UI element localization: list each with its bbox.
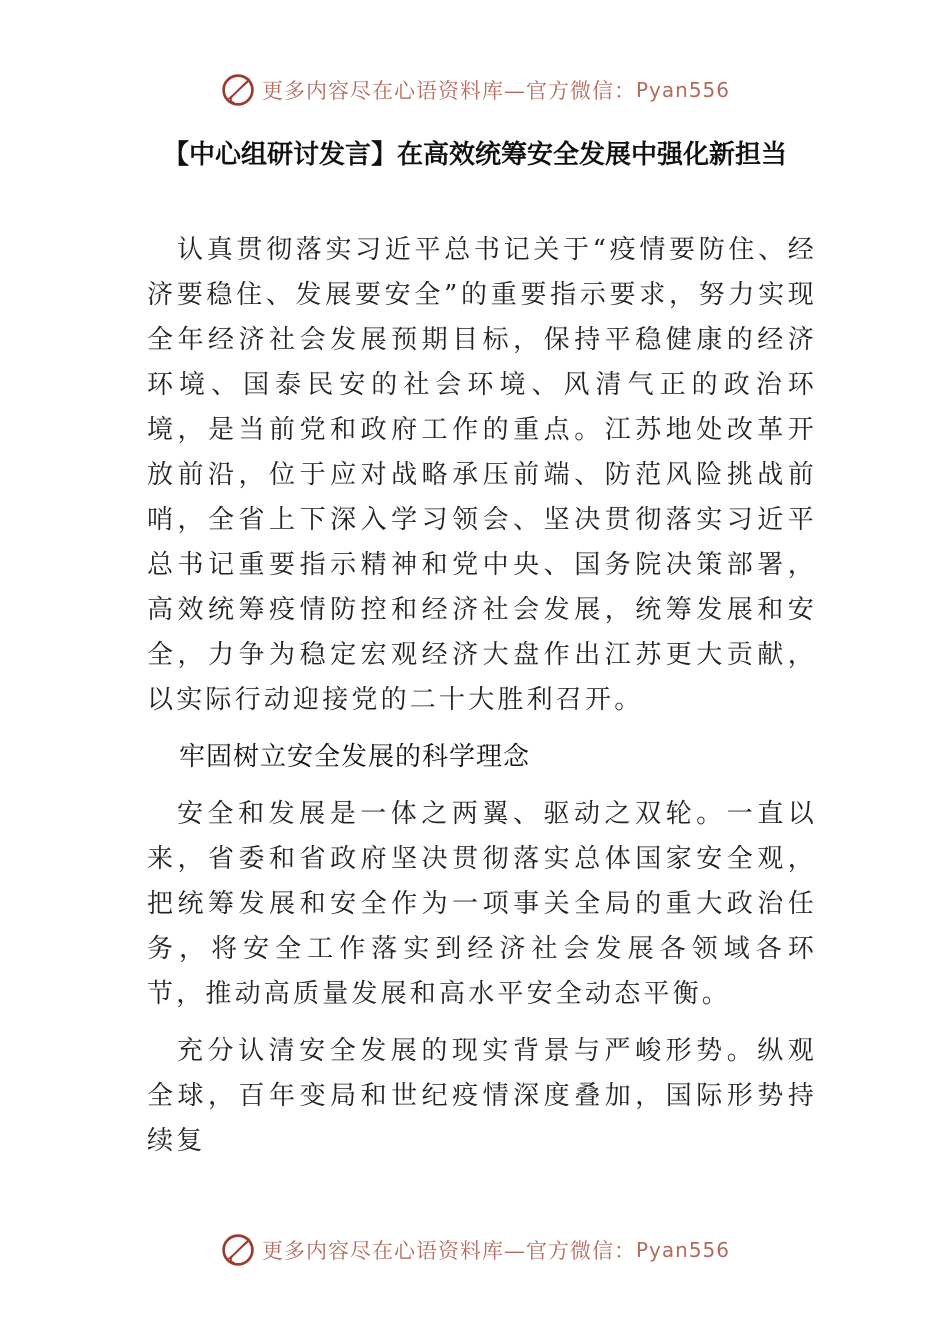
section-subheading: 牢固树立安全发展的科学理念 xyxy=(179,742,531,772)
pen-brush-logo-icon xyxy=(220,72,256,108)
body-paragraph: 认真贯彻落实习近平总书记关于“疫情要防住、经济要稳住、发展要安全”的重要指示要求，努力实现全年经济社会发展预期目标，保持平稳健康的经济环境、国泰民安的社会环境、风清气正的政治环境，是当前党和政府工作的重点。江苏地处改革开放前沿，位于应对战略承压前端、防范风险挑战前哨，全省上下深入学习领会、坚决贯彻落实习近平总书记重要指示精神和党中央、国务院决策部署，高效统筹疫情防控和经济社会发展，统筹发展和安全，力争为稳定宏观经济大盘作出江苏更大贡献，以实际行动迎接党的二十大胜利召开。 xyxy=(147,235,817,715)
watermark-handle-text: Pyan556 xyxy=(635,1238,730,1262)
watermark-brand-text: 更多内容尽在心语资料库—官方微信： xyxy=(261,79,636,103)
watermark-brand-text: 更多内容尽在心语资料库—官方微信： xyxy=(261,1239,636,1263)
document-title: 【中心组研讨发言】在高效统筹安全发展中强化新担当 xyxy=(162,140,787,170)
header-watermark xyxy=(0,72,950,108)
pen-brush-logo-icon xyxy=(220,1232,256,1268)
watermark-handle-text: Pyan556 xyxy=(635,78,730,102)
body-paragraph: 安全和发展是一体之两翼、驱动之双轮。一直以来，省委和省政府坚决贯彻落实总体国家安全观，把统筹发展和安全作为一项事关全局的重大政治任务，将安全工作落实到经济社会发展各领域各环节，推动高质量发展和高水平安全动态平衡。 xyxy=(147,799,817,1009)
document-body xyxy=(147,228,817,1176)
body-paragraph: 充分认清安全发展的现实背景与严峻形势。纵观全球，百年变局和世纪疫情深度叠加，国际形势持续复 xyxy=(147,1036,817,1156)
footer-watermark xyxy=(0,1232,950,1268)
